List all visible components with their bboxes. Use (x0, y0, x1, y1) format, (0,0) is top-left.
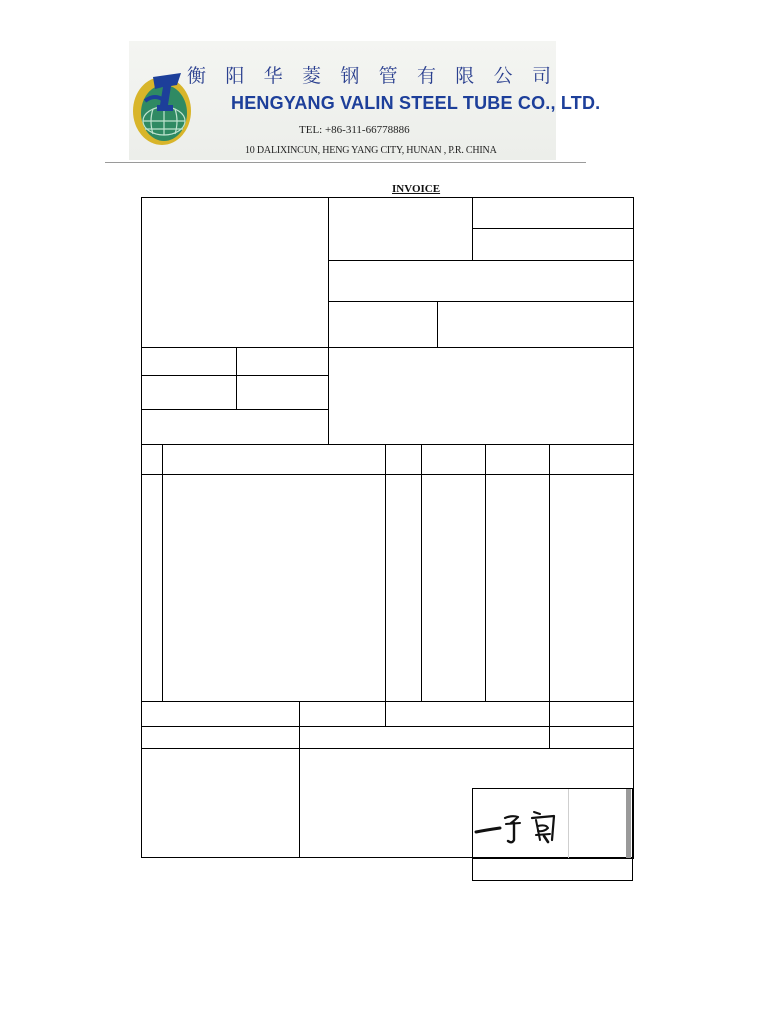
form-line (421, 444, 422, 701)
form-line (437, 301, 438, 347)
form-line (141, 347, 634, 348)
form-line (472, 858, 634, 859)
cn-char: 衡 (187, 65, 209, 87)
cn-char: 菱 (301, 65, 323, 87)
form-line (299, 701, 300, 858)
form-line (472, 197, 473, 261)
form-line (328, 197, 329, 444)
form-line (141, 375, 328, 376)
invoice-title: INVOICE (392, 183, 441, 195)
cn-char: 有 (416, 65, 438, 87)
form-line (141, 474, 634, 475)
cn-char: 司 (531, 65, 553, 87)
cn-char: 华 (263, 65, 285, 87)
form-line (141, 409, 328, 410)
form-line (328, 301, 634, 302)
handwritten-signature-icon (474, 806, 566, 850)
form-line (328, 260, 634, 261)
form-line (141, 701, 634, 702)
cn-char: 阳 (225, 65, 247, 87)
signature-edge (626, 789, 631, 858)
letterhead (129, 41, 601, 160)
company-address: 10 DALIXINCUN, HENG YANG CITY, HUNAN , P.R. CHINA (245, 145, 497, 156)
signature-divider (568, 789, 569, 858)
cn-char: 管 (378, 65, 400, 87)
company-telephone: TEL: +86-311-66778886 (299, 124, 410, 136)
form-line (385, 444, 386, 727)
cn-char: 限 (455, 65, 477, 87)
cn-char: 钢 (340, 65, 362, 87)
cn-char: 公 (493, 65, 515, 87)
form-line (472, 228, 634, 229)
letterhead-divider (105, 162, 586, 163)
form-line (236, 347, 237, 409)
form-line (141, 726, 634, 727)
invoice-form-frame (141, 197, 634, 858)
form-line (162, 444, 163, 701)
form-line (549, 444, 550, 748)
company-logo-icon (131, 71, 193, 147)
company-name-english: HENGYANG VALIN STEEL TUBE CO., LTD. (231, 93, 601, 113)
form-line (485, 444, 486, 701)
form-line (141, 748, 634, 749)
form-line (141, 444, 634, 445)
company-name-chinese (187, 61, 553, 88)
